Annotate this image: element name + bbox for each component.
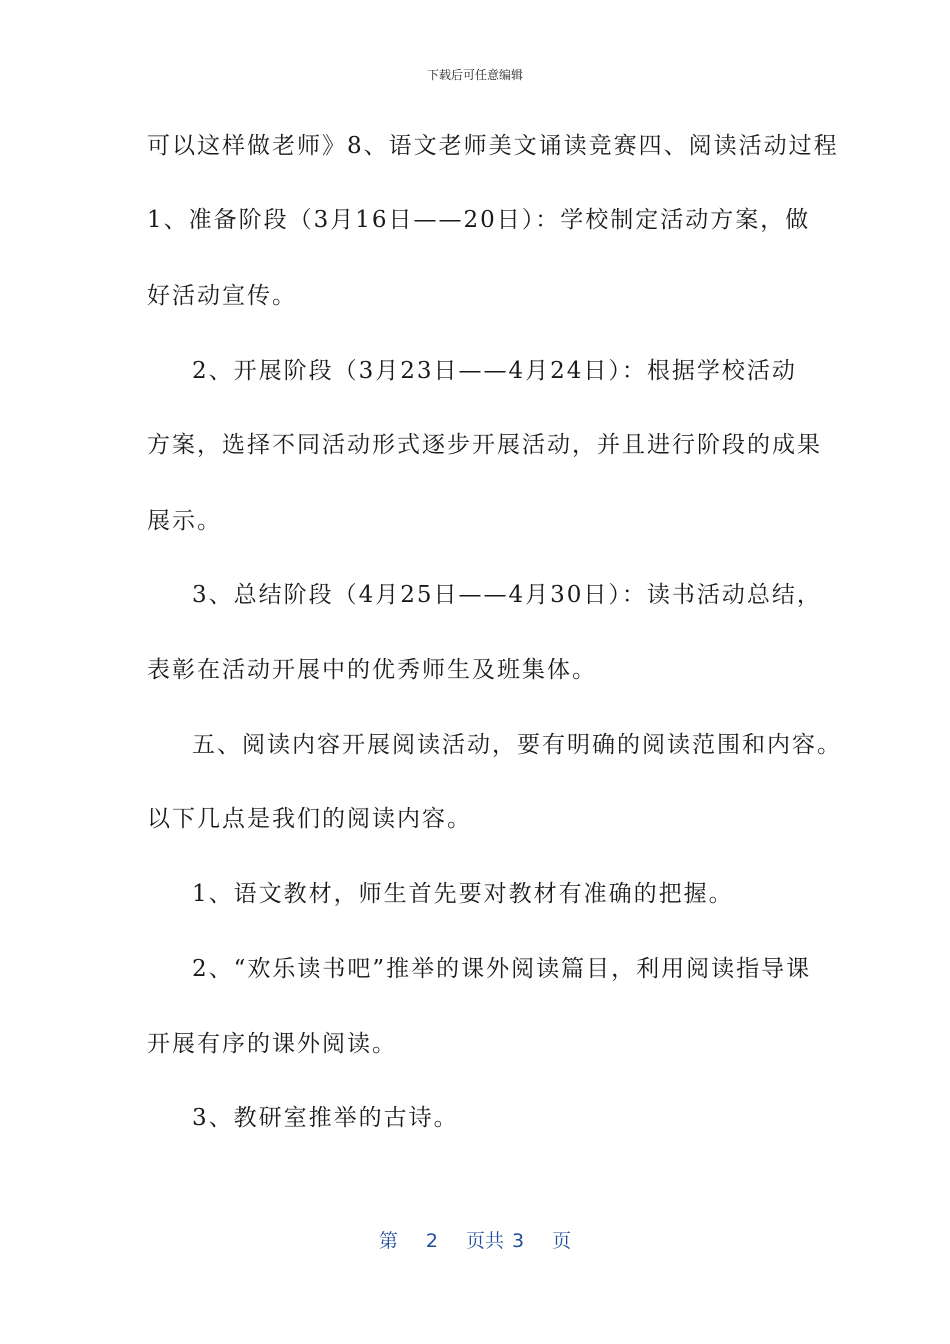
footer-page-total: 3	[512, 1230, 525, 1252]
footer-page-number: 2	[425, 1230, 438, 1252]
header-note: 下载后可任意编辑	[426, 68, 523, 82]
body-line: 以下几点是我们的阅读内容。	[147, 806, 472, 832]
body-line: 2、“欢乐读书吧”推举的课外阅读篇目，利用阅读指导课	[192, 956, 812, 982]
body-line: 2、开展阶段（3月23日——4月24日）：根据学校活动	[192, 358, 797, 384]
body-line: 3、教研室推举的古诗。	[192, 1105, 459, 1131]
body-line: 好活动宣传。	[147, 283, 297, 309]
body-line: 展示。	[147, 508, 222, 534]
body-line: 开展有序的课外阅读。	[147, 1031, 397, 1057]
footer-page-mid: 页共	[465, 1230, 504, 1252]
body-line: 可以这样做老师》8、语文老师美文诵读竞赛四、阅读活动过程	[147, 133, 839, 159]
footer-page-end: 页	[552, 1230, 572, 1252]
body-line: 表彰在活动开展中的优秀师生及班集体。	[147, 657, 597, 683]
footer-page-label: 第	[378, 1230, 398, 1252]
body-line: 方案，选择不同活动形式逐步开展活动，并且进行阶段的成果	[147, 432, 822, 458]
body-line: 1、语文教材，师生首先要对教材有准确的把握。	[192, 881, 734, 907]
body-line: 五、阅读内容开展阅读活动，要有明确的阅读范围和内容。	[192, 732, 842, 758]
page-footer	[0, 1226, 950, 1253]
body-line: 3、总结阶段（4月25日——4月30日）：读书活动总结，	[192, 582, 822, 608]
body-line: 1、准备阶段（3月16日——20日）：学校制定活动方案，做	[147, 207, 811, 233]
